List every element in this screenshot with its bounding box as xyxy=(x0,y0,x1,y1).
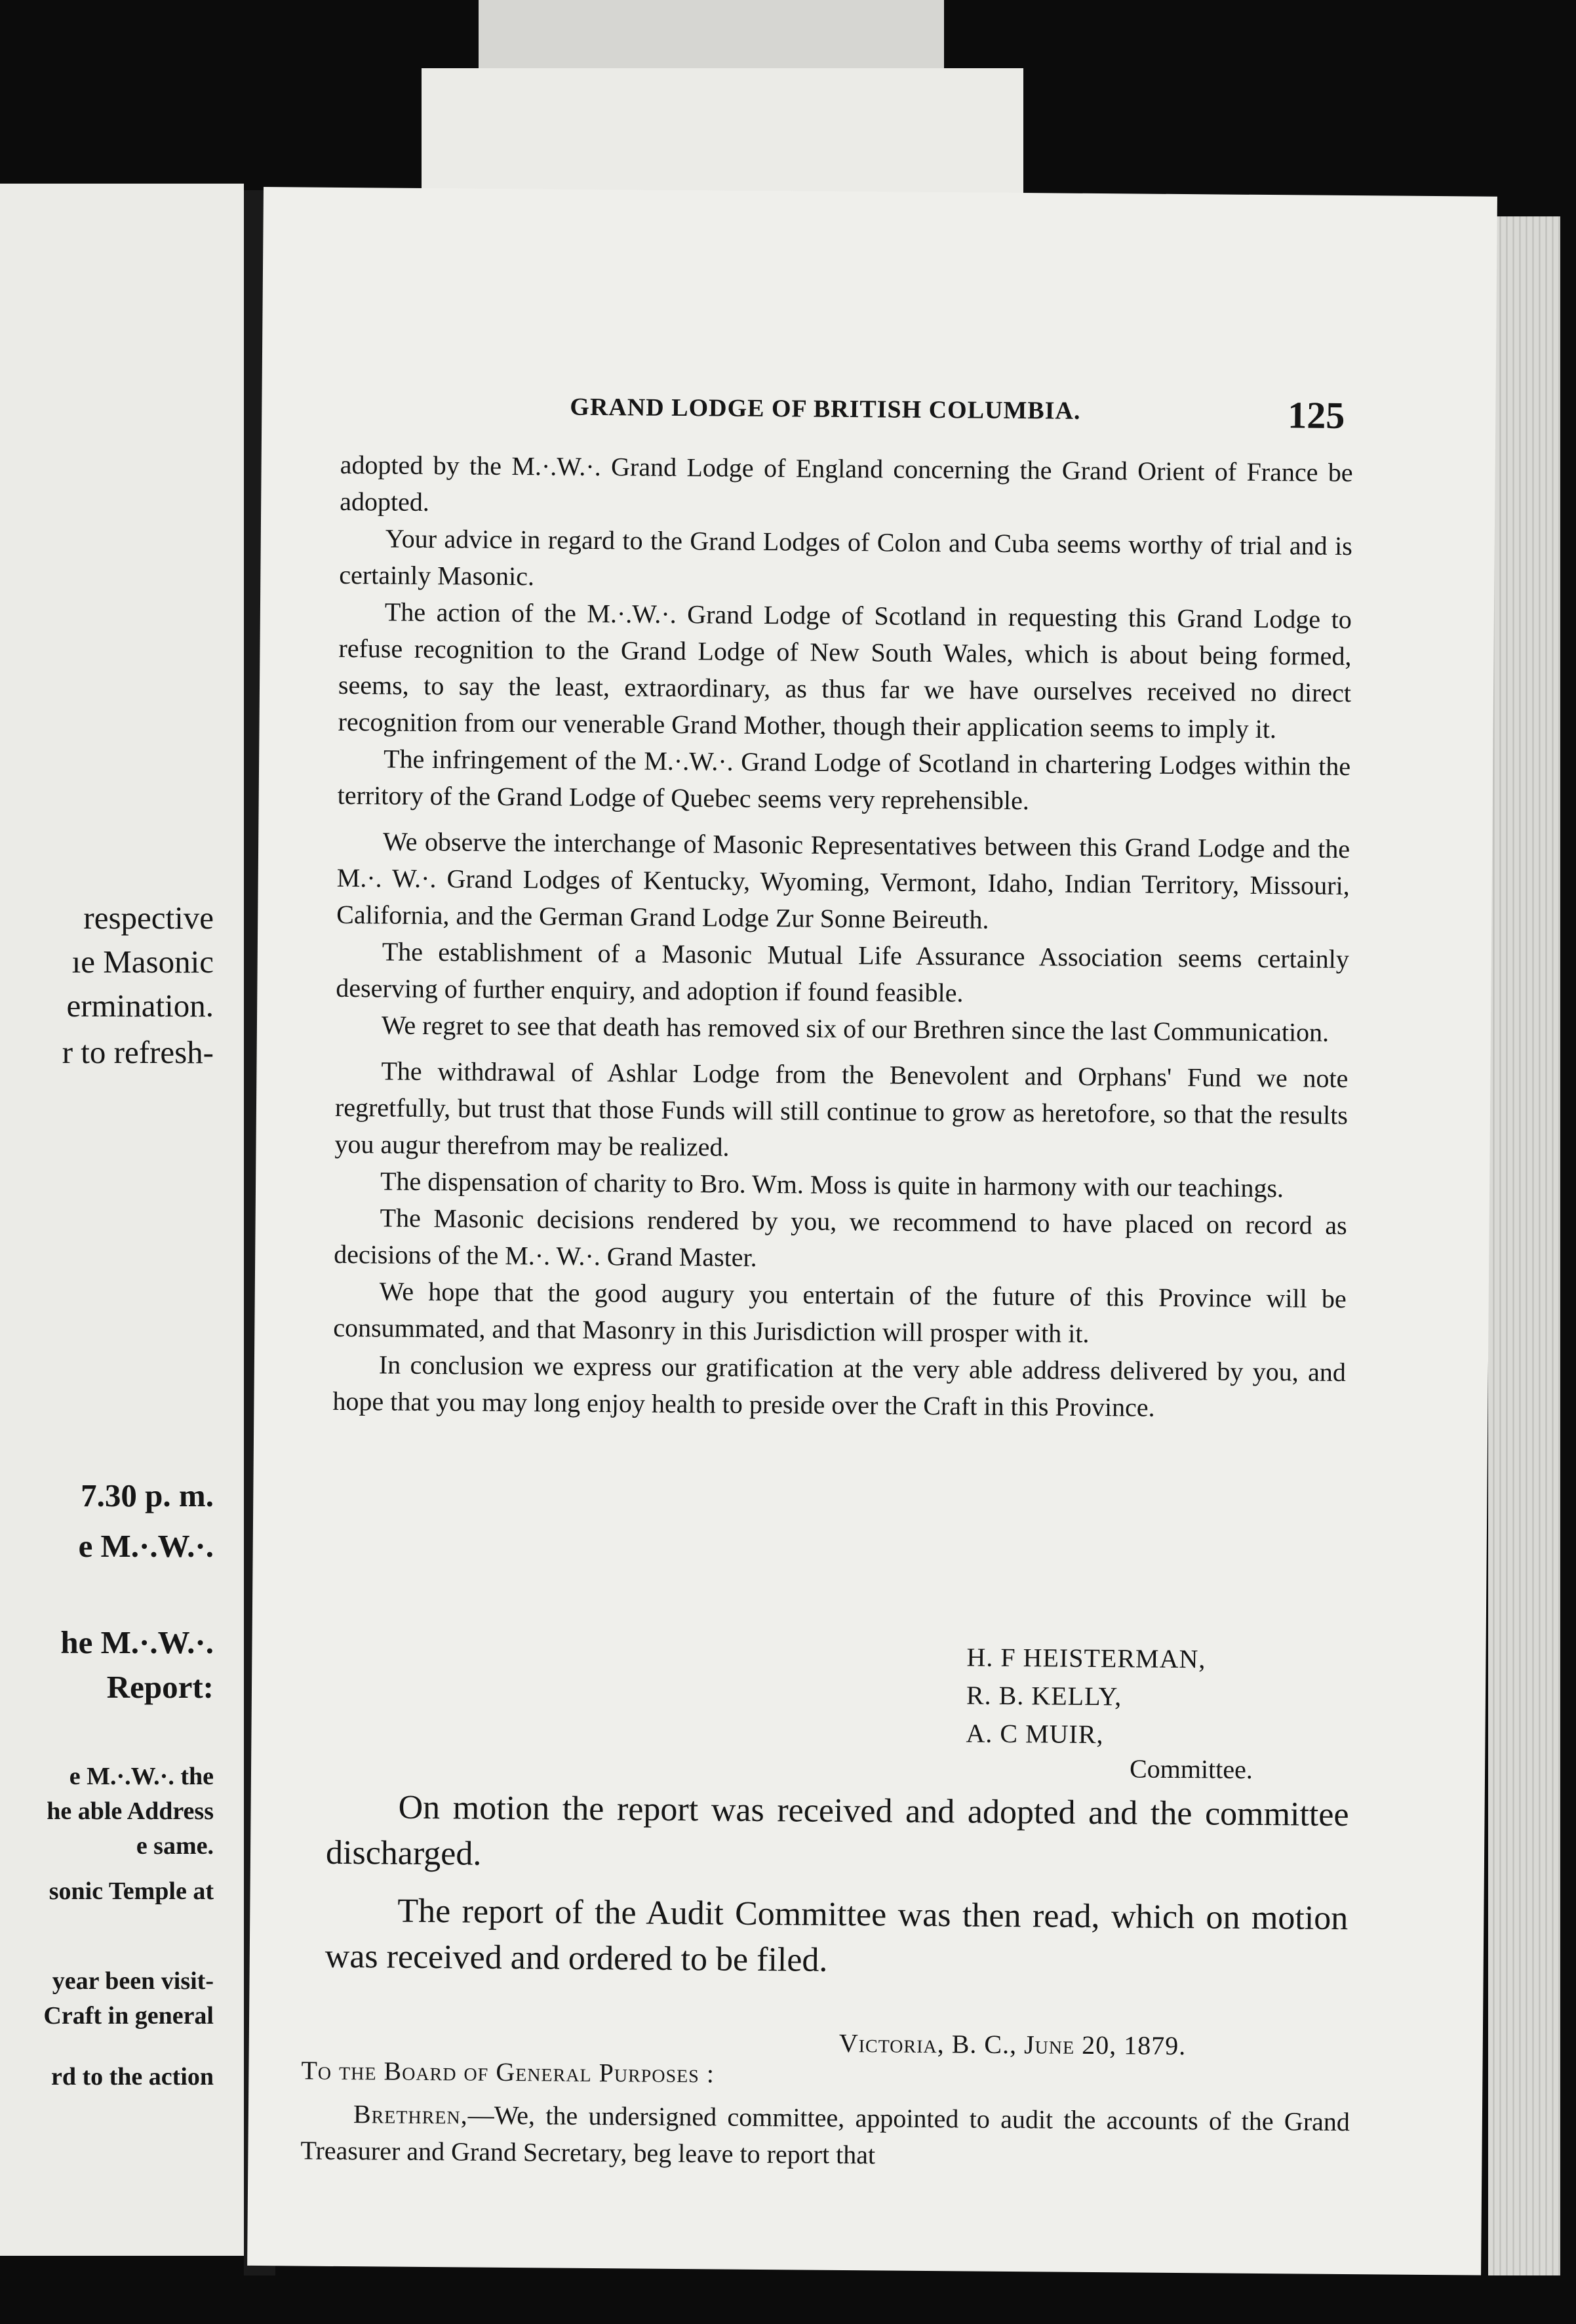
left-fragment: sonic Temple at xyxy=(49,1877,214,1905)
motion-paragraph: The report of the Audit Committee was then read, which on motion was received and ordered to be filed. xyxy=(325,1892,1349,1979)
left-page xyxy=(0,184,244,2256)
page-tab-back xyxy=(479,0,944,75)
paragraph: Your advice in regard to the Grand Lodges of Colon and Cuba seems worthy of trial and is certainly Masonic. xyxy=(339,523,1352,591)
salutation: To the Board of General Purposes : xyxy=(301,2055,715,2089)
signatory: A. C MUIR, xyxy=(966,1718,1104,1750)
paragraph: The dispensation of charity to Bro. Wm. Moss is quite in harmony with our teachings. xyxy=(380,1166,1284,1203)
left-fragment: Report: xyxy=(106,1669,214,1705)
left-fragment: r to refresh- xyxy=(62,1034,214,1070)
page-edges xyxy=(1488,216,1560,2275)
page-header xyxy=(262,390,1495,439)
page-number: 125 xyxy=(1288,393,1345,437)
paragraph: The infringement of the M.·.W.·. Grand Lodge of Scotland in chartering Lodges within the territory of the Grand Lodge of Quebec seems very reprehensible. xyxy=(337,744,1351,816)
left-fragment: ıe Masonic xyxy=(71,944,214,980)
signatory: R. B. KELLY, xyxy=(966,1680,1122,1712)
paragraph: The establishment of a Masonic Mutual Life Assurance Association seems certainly deserving of further enquiry, and adoption if found feasible. xyxy=(336,936,1349,1008)
signatory: H. F HEISTERMAN, xyxy=(966,1642,1206,1674)
left-fragment: 7.30 p. m. xyxy=(81,1477,214,1513)
paragraph: The action of the M.·.W.·. Grand Lodge of Scotland in requesting this Grand Lodge to refuse recognition to the Grand Lodge of New South Wales, which is about being formed, seems, to say the least, extraordinary, as thus far we have ourselves received no direct recognition from our venerable Grand Mother, though their application seems to imply it. xyxy=(338,597,1352,744)
paragraph: We regret to see that death has removed six of our Brethren since the last Communication. xyxy=(381,1010,1330,1047)
signatory-role: Committee. xyxy=(1129,1753,1253,1784)
closing-paragraph xyxy=(300,2096,1350,2178)
paragraph: In conclusion we express our gratification at the very able address delivered by you, and hope that you may long enjoy health to preside over the Craft in this Province. xyxy=(332,1350,1347,1422)
motions xyxy=(325,1784,1349,1999)
left-fragment: rd to the action xyxy=(50,2063,214,2091)
right-page xyxy=(247,187,1497,2275)
left-fragment: Craft in general xyxy=(43,2002,214,2030)
left-fragment: year been visit- xyxy=(52,1967,214,1995)
report-body xyxy=(332,447,1353,1428)
page-tab-front xyxy=(422,68,1023,207)
signature-block xyxy=(966,1638,1206,1754)
paragraph: We observe the interchange of Masonic Representatives between this Grand Lodge and the M.·. W.·. Grand Lodges of Kentucky, Wyoming, Vermont, Idaho, Indian Territory, Missouri, California, and the German Grand Lodge Zur Sonne Beireuth. xyxy=(336,826,1350,934)
paragraph: We hope that the good augury you entertain of the future of this Province will be consummated, and that Masonry in this Jurisdiction will prosper with it. xyxy=(333,1276,1347,1348)
left-fragment: he M.·.W.·. xyxy=(60,1624,214,1660)
paragraph: adopted by the M.·.W.·. Grand Lodge of England concerning the Grand Orient of France be adopted. xyxy=(340,449,1353,517)
motion-paragraph: On motion the report was received and adopted and the committee discharged. xyxy=(325,1788,1349,1873)
running-title: GRAND LODGE OF BRITISH COLUMBIA. xyxy=(570,393,1081,425)
closing-text: —We, the undersigned committee, appointed to audit the accounts of the Grand Treasurer and Grand Secretary, beg leave to report that xyxy=(300,2100,1350,2170)
paragraph: The withdrawal of Ashlar Lodge from the Benevolent and Orphans' Fund we note regretfully, but trust that those Funds will still continue to grow as heretofore, so that the results you augur therefrom may be realized. xyxy=(334,1056,1349,1162)
left-fragment: e M.·.W.·. xyxy=(78,1528,214,1564)
left-fragment: he able Address xyxy=(47,1797,214,1825)
left-fragment: respective xyxy=(83,900,214,936)
closing-lead: Brethren, xyxy=(353,2099,468,2130)
left-fragment: ermination. xyxy=(66,988,214,1024)
date-line: Victoria, B. C., June 20, 1879. xyxy=(838,2028,1187,2061)
left-fragment: e M.·.W.·. the xyxy=(69,1763,214,1790)
paragraph: The Masonic decisions rendered by you, we recommend to have placed on record as decisions of the M.·. W.·. Grand Master. xyxy=(334,1203,1347,1272)
left-fragment: e same. xyxy=(136,1832,214,1860)
